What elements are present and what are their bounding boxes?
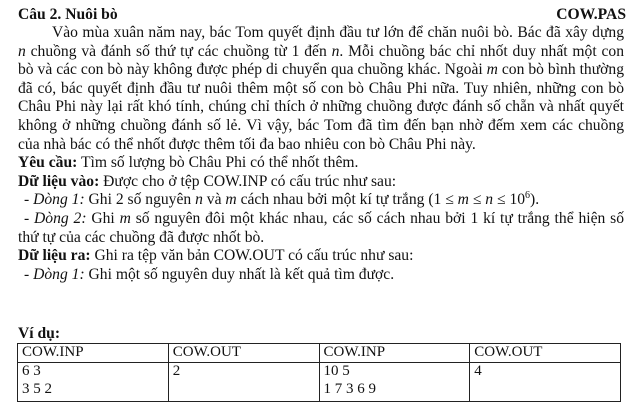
table-header-cell: COW.OUT bbox=[168, 344, 319, 363]
table-cell bbox=[18, 363, 169, 402]
input-heading: Dữ liệu vào: Được cho ở tệp COW.INP có cấu trúc như sau: bbox=[18, 172, 397, 190]
source-filename: COW.PAS bbox=[556, 6, 626, 23]
input-line-1: - Dòng 1: Ghi 2 số nguyên n và m cách nhau bởi một kí tự trắng $(1 \le m \le n \le 10^6)$. bbox=[24, 190, 540, 209]
problem-header bbox=[18, 6, 626, 25]
table-header-row bbox=[18, 344, 621, 363]
table-row bbox=[18, 363, 621, 402]
cell-line: 4 bbox=[474, 363, 482, 379]
input-line-2: - Dòng 2: Ghi m số nguyên đôi một khác nhau, các số cách nhau bởi 1 kí tự trắng thể hiện số thứ tự của các chuồng đã được nhốt bò. bbox=[18, 209, 625, 246]
table-header-cell: COW.OUT bbox=[470, 344, 621, 363]
cell-line: 10 5 bbox=[323, 363, 350, 379]
requirement-label: Yêu cầu: bbox=[18, 154, 78, 172]
table-cell bbox=[319, 363, 470, 402]
cell-line: 6 3 bbox=[22, 363, 41, 379]
table-header-cell: COW.INP bbox=[18, 344, 169, 363]
cell-line: 3 5 2 bbox=[22, 380, 52, 397]
example-title: Ví dụ: bbox=[18, 325, 61, 342]
cell-line: 2 bbox=[172, 363, 181, 379]
requirement-line: Yêu cầu: Tìm số lượng bò Châu Phi có thể nhốt thêm. bbox=[18, 154, 359, 172]
output-line-1: - Dòng 1: Ghi một số nguyên duy nhất là kết quả tìm được. bbox=[24, 265, 395, 283]
output-label: Dữ liệu ra: bbox=[18, 247, 91, 265]
table-cell bbox=[168, 363, 319, 402]
input-label: Dữ liệu vào: bbox=[18, 172, 100, 190]
problem-body bbox=[18, 24, 624, 284]
problem-title: Câu 2. Nuôi bò bbox=[18, 6, 118, 23]
output-heading: Dữ liệu ra: Ghi ra tệp văn bản COW.OUT có cấu trúc như sau: bbox=[18, 247, 414, 265]
cell-line: 1 7 3 6 9 bbox=[323, 380, 376, 397]
example-table bbox=[17, 343, 621, 402]
table-cell bbox=[470, 363, 621, 402]
problem-statement: Vào mùa xuân năm nay, bác Tom quyết định đầu tư lớn để chăn nuôi bò. Bác đã xây dựng n chuồng và đánh số thứ tự các chuồng từ 1 đến n. Mỗi chuồng bác chỉ nhốt duy nhất một con bò và các con bò này không được phép di chuyển qua chuồng khác. Ngoài m con bò bình thường đã có, bác quyết định đầu tư nuôi thêm một số con bò Châu Phi nữa. Tuy nhiên, những con bò Châu Phi này lại rất khó tính, chúng chỉ thích ở những chuồng được đánh số chẵn và nhất quyết không ở những chuồng đánh số lẻ. Vì vậy, bác Tom đã tìm đến bạn nhờ đếm xem các chuồng của nhà bác có thể nhốt được thêm tối đa bao nhiêu con bò Châu Phi này. bbox=[18, 24, 625, 153]
table-header-cell: COW.INP bbox=[319, 344, 470, 363]
